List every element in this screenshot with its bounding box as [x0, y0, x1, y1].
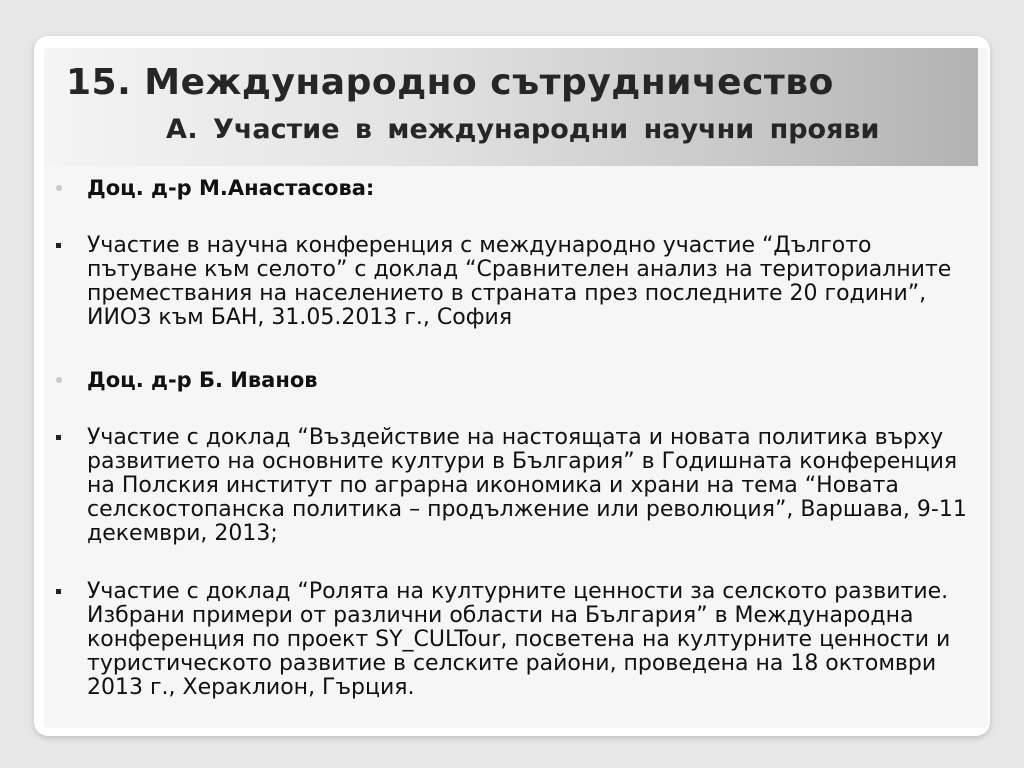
slide: [34, 36, 990, 736]
dot-bullet-icon: [56, 176, 70, 200]
square-bullet-icon: [56, 426, 70, 450]
entry-text: Участие с доклад “Ролята на културните ценности за селското развитие. Избрани примери от различни области на България” в Международна конференция по проект SY_CULTour, посветена на културните ценности и туристическото развитие в селските райони, проведена на 18 октомври 2013 г., Хераклион, Гърция.: [87, 579, 951, 700]
entry-text: Участие с доклад “Въздействие на настоящата и новата политика върху развитието на основните култури в България” в Годишната конференция на Полския институт по аграрна икономика и храни на тема “Новата селскостопанска политика – продължение или революция”, Варшава, 9-11 декември, 2013;: [87, 425, 967, 546]
slide-title: 15. Международно сътрудничество: [66, 62, 834, 103]
slide-subtitle: A. Участие в международни научни прояви: [166, 114, 880, 145]
title-bar: [46, 48, 978, 166]
square-bullet-icon: [56, 580, 70, 604]
person-heading: Доц. д-р М.Анастасова:: [87, 176, 375, 200]
square-bullet-icon: [56, 234, 70, 258]
person-heading: Доц. д-р Б. Иванов: [87, 368, 318, 392]
entry-text: Участие в научна конференция с международно участие “Дългото пътуване към селото” с доклад “Сравнителен анализ на териториалните премествания на населението в страната през последните 20 години”, ИИОЗ към БАН, 31.05.2013 г., София: [87, 233, 952, 330]
dot-bullet-icon: [56, 368, 70, 392]
